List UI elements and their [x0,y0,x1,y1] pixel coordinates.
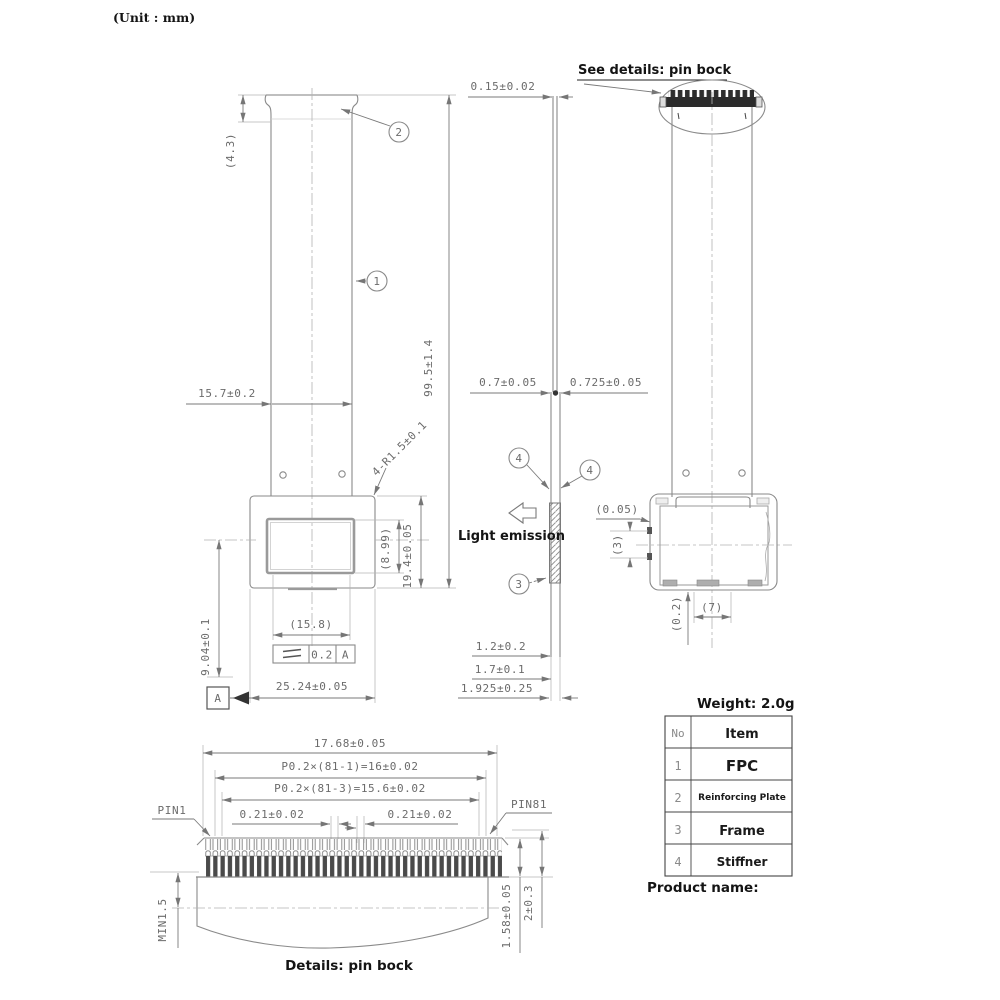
front-hole-left [280,472,286,478]
dim-cap-height [224,95,271,169]
see-details-label: See details: pin bock [578,63,732,78]
svg-text:(0.2): (0.2) [670,595,683,633]
balloon-1 [356,271,387,291]
svg-text:3: 3 [515,578,523,591]
feature-control-frame [273,645,355,663]
dim-cable-width [186,387,352,404]
svg-text:0.21±0.02: 0.21±0.02 [387,808,453,821]
svg-text:0.2: 0.2 [311,648,333,662]
svg-text:17.68±0.05: 17.68±0.05 [313,737,387,750]
svg-text:(4.3): (4.3) [224,132,237,170]
light-emission-label: Light emission [458,529,565,544]
dim-pitch-total [215,760,486,778]
svg-text:PIN81: PIN81 [510,798,548,811]
weight-label: Weight: 2.0g [697,696,795,712]
svg-text:2±0.3: 2±0.3 [522,884,535,922]
balloon-4-left [509,448,549,489]
svg-text:0.15±0.02: 0.15±0.02 [470,80,536,93]
svg-text:99.5±1.4: 99.5±1.4 [422,339,435,397]
dim-fpc-thickness [468,80,573,97]
svg-text:(7): (7) [701,601,723,614]
svg-text:A: A [341,648,350,662]
table-header-item: Item [725,727,759,742]
svg-text:A: A [214,692,222,705]
dim-overall-height [377,95,456,588]
side-view [458,80,648,701]
svg-text:4: 4 [515,452,523,465]
svg-text:MIN1.5: MIN1.5 [156,898,169,942]
svg-text:(0.05): (0.05) [595,503,639,516]
svg-text:1: 1 [674,759,682,773]
svg-text:0.725±0.05: 0.725±0.05 [569,376,643,389]
dim-body-width [250,589,375,703]
pin-block [660,90,762,107]
light-emission-arrow-icon [509,503,536,523]
balloon-2 [341,109,409,142]
svg-text:15.7±0.2: 15.7±0.2 [198,387,256,400]
back-view [577,63,792,648]
svg-text:9.04±0.1: 9.04±0.1 [199,618,212,676]
balloon-3 [509,574,546,594]
svg-text:1.7±0.1: 1.7±0.1 [474,663,526,676]
pin1-label [152,804,210,836]
dim-corner-radius [369,418,429,495]
svg-text:P0.2×(81-3)=15.6±0.02: P0.2×(81-3)=15.6±0.02 [274,782,426,795]
dim-active-height [355,520,404,573]
pin81-label [490,798,552,834]
svg-text:(3): (3) [611,534,624,556]
parallelism-icon [283,650,301,658]
datum-a-flag [207,687,252,709]
table-header-no: No [671,727,685,740]
details-caption: Details: pin bock [285,958,413,974]
dim-upper-thickness [470,376,550,393]
dim-bottom-width [694,592,731,623]
svg-text:2: 2 [395,126,403,139]
svg-text:0.7±0.05: 0.7±0.05 [479,376,537,389]
dim-body-left-height [199,540,233,677]
product-name-label: Product name: [647,880,759,896]
pin-detail [150,737,553,974]
dim-pin-len-2 [512,830,549,928]
svg-text:FPC: FPC [725,757,759,775]
dim-overall-width [203,737,497,753]
dim-pitch-inner [222,782,479,800]
svg-text:2: 2 [674,791,682,805]
svg-text:Frame: Frame [719,824,765,839]
front-view [186,88,456,709]
svg-text:3: 3 [674,823,682,837]
table-row [674,757,758,775]
svg-text:4-R1.5±0.1: 4-R1.5±0.1 [369,418,430,479]
front-hole-right [339,471,345,477]
svg-text:4: 4 [674,855,682,869]
front-cable-right-edge [352,95,358,496]
dim-min-length [150,872,199,948]
unit-note: (Unit : mm) [113,10,196,25]
back-frame [650,494,777,590]
svg-text:P0.2×(81-1)=16±0.02: P0.2×(81-1)=16±0.02 [281,760,419,773]
table-row [674,855,767,869]
fpc-tail-outline [197,877,488,948]
dim-t2 [472,663,551,679]
parts-table [647,696,795,896]
svg-text:25.24±0.05: 25.24±0.05 [275,680,349,693]
svg-text:Stiffner: Stiffner [716,855,768,869]
dim-upper-thickness-2 [561,376,648,393]
front-display-window [267,519,354,573]
svg-text:(15.8): (15.8) [289,618,333,631]
pin-comb [196,838,509,877]
svg-text:1.925±0.25: 1.925±0.25 [460,682,534,695]
table-row [674,823,765,839]
dim-side [610,523,648,566]
dim-active-width [273,575,350,640]
dim-gap [595,503,650,522]
svg-text:19.4±0.05: 19.4±0.05 [401,523,414,589]
svg-text:4: 4 [586,464,594,477]
svg-text:Reinforcing Plate: Reinforcing Plate [698,793,786,803]
svg-text:0.21±0.02: 0.21±0.02 [239,808,305,821]
svg-text:(8.99): (8.99) [379,527,392,571]
svg-text:1.58±0.05: 1.58±0.05 [500,883,513,949]
svg-text:1.2±0.2: 1.2±0.2 [475,640,527,653]
front-cable-left-edge [265,95,271,496]
svg-text:PIN1: PIN1 [157,804,187,817]
dim-bottom-offset [670,592,688,645]
balloon-4-right [561,460,600,488]
svg-text:1: 1 [373,275,381,288]
dim-t1 [472,640,550,656]
